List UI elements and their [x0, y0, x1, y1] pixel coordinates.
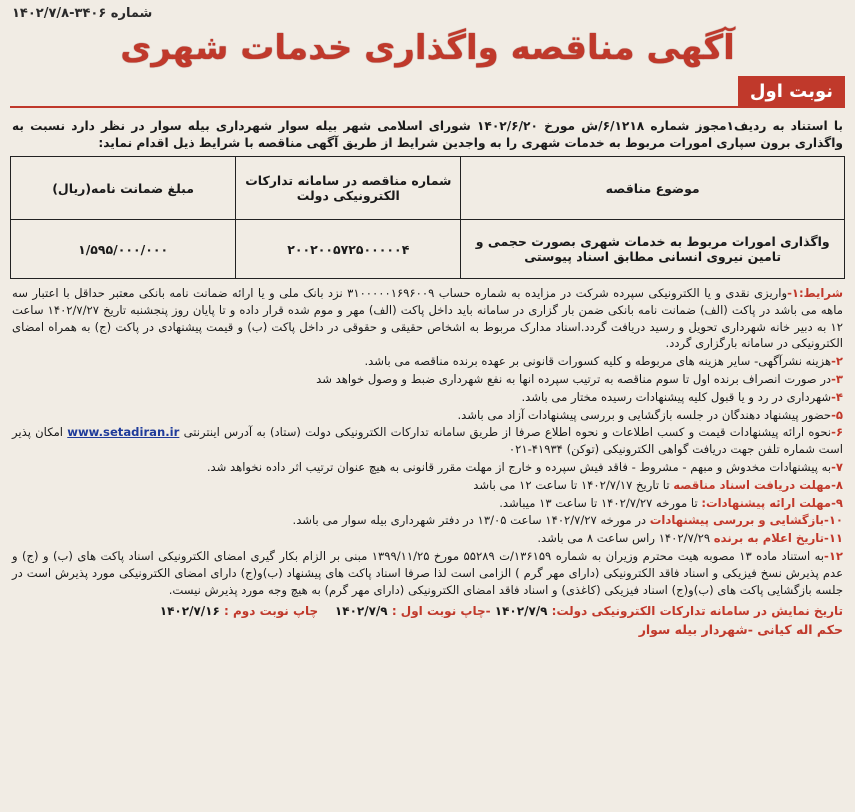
cell-subject: واگذاری امورات مربوط به خدمات شهری بصورت حجمی و تامین نیروی انسانی مطابق اسناد پیوستی [461, 220, 845, 279]
condition-11-text: ۱۴۰۲/۷/۲۹ راس ساعت ۸ می باشد. [537, 531, 711, 546]
condition-7 [12, 459, 843, 476]
condition-12 [12, 548, 843, 598]
setadiran-link[interactable]: www.setadiran.ir [67, 425, 180, 440]
intro-paragraph: با استناد به ردیف‌۱مجوز شماره ۶/۱۲۱۸/ش مورخ ۱۴۰۲/۶/۲۰ شورای اسلامی شهر بیله سوار شهرداری بیله سوار در نظر دارد نسبت به واگذاری برون سپاری امورات مربوط به خدمات شهری را به واجدین شرایط از طریق آگهی مناقصه با شرایط ذیل اقدام نماید: [12, 119, 844, 150]
condition-3 [12, 371, 843, 388]
tender-table [10, 156, 845, 279]
condition-7-label: ۷- [831, 459, 843, 474]
condition-2-text: هزینه نشرآگهی- سایر هزینه های مربوطه و کلیه کسورات قانونی بر عهده برنده مناقصه می باشد. [364, 354, 832, 369]
condition-9-text: تا مورخه ۱۴۰۲/۷/۲۷ تا ساعت ۱۳ میباشد. [499, 495, 698, 510]
condition-2-label: ۲- [831, 354, 843, 369]
first-print-label: -چاپ نوبت اول : [391, 604, 491, 619]
table-header-guarantee: مبلغ ضمانت نامه(ریال) [11, 157, 236, 220]
condition-4-text: شهرداری در رد و یا قبول کلیه پیشنهادات رسیده مختار می باشد. [521, 389, 832, 404]
condition-2 [12, 353, 843, 370]
display-date: ۱۴۰۲/۷/۹ [494, 604, 548, 619]
second-print-label: چاپ نوبت دوم : [224, 604, 319, 619]
table-header-row [11, 157, 845, 220]
notice-number: شماره ۳۴۰۶-۱۴۰۲/۷/۸ [12, 6, 153, 21]
condition-6-label: ۶- [831, 425, 844, 440]
condition-6-tail: امکان پذیر است شماره تلفن جهت دریافت گواهی الکترونیکی (توکن) ۴۱۹۳۴-۰۲۱ [12, 425, 843, 457]
condition-1 [12, 285, 843, 352]
divider [10, 106, 845, 108]
condition-8-label: ۸-مهلت دریافت اسناد مناقصه [673, 477, 843, 492]
notice-title: آگهی مناقصه واگذاری خدمات شهری [120, 28, 735, 68]
condition-10 [12, 512, 843, 529]
condition-8 [12, 477, 843, 494]
condition-9-label: ۹-مهلت ارائه پیشنهادات: [701, 495, 843, 510]
condition-6-text: نحوه ارائه پیشنهادات قیمت و کسب اطلاعات و نحوه اطلاع صرفا از طریق سامانه تدارکات الکترونیکی دولت (ستاد) به آدرس اینترنتی [183, 425, 832, 440]
condition-6 [12, 424, 843, 458]
round-badge: نوبت اول [738, 76, 845, 108]
condition-4 [12, 389, 843, 406]
display-date-label: تاریخ نمایش در سامانه تدارکات الکترونیکی دولت: [551, 604, 843, 619]
cell-guarantee: ۱/۵۹۵/۰۰۰/۰۰۰ [11, 220, 236, 279]
condition-4-label: ۴- [831, 389, 843, 404]
cell-tender-number: ۲۰۰۲۰۰۵۷۲۵۰۰۰۰۰۴ [236, 220, 461, 279]
condition-10-label: ۱۰-بازگشایی و بررسی پیشنهادات [649, 513, 843, 528]
table-header-tender-number: شماره مناقصه در سامانه تدارکات الکترونیکی دولت [236, 157, 461, 220]
condition-9 [12, 495, 843, 512]
signature: حکم اله کیانی -شهردار بیله سوار [638, 622, 843, 638]
condition-3-label: ۳- [831, 371, 843, 386]
condition-5-label: ۵- [831, 407, 843, 422]
condition-1-text: واریزی نقدی و یا الکترونیکی سپرده شرکت در مزایده به شماره حساب ۳۱۰۰۰۰۰۱۶۹۶۰۰۹ نزد بانک ملی و یا ارائه ضمانت نامه بانکی معتبر حداقل با اعتبار سه ماهه می باشد در پاکت (الف) ضمانت نامه بانکی ضمن بار گزاری در سامانه باید داخل پاکت (الف) مهر و موم شده قرار داده و تا پایان روز پنجشنبه تاریخ ۱۴۰۲/۷/۲۷ ساعت ۱۲ به دبیر خانه شهرداری تحویل و رسید دریافت گردد.اسناد مدارک مربوط به اشخاص حقیقی و حقوقی در داخل پاکت (ب) و قیمت پیشنهادی در پاکت (ج) به همراه امضای الکترونیکی در سامانه بارگزاری گردد. [12, 286, 843, 351]
condition-11-label: ۱۱-تاریخ اعلام به برنده [713, 531, 843, 546]
condition-5 [12, 407, 843, 424]
condition-11 [12, 530, 843, 547]
condition-12-text: به استناد ماده ۱۳ مصوبه هیت محترم وزیران به شماره ۱۳۶۱۵۹/ت ۵۵۲۸۹ مورخ ۱۳۹۹/۱۱/۲۵ مبنی بر الزام بکار گیری امضای الکترونیکی اسناد پاکت های (ب) و (ج) و عدم پذیرش نسخ فیزیکی و اسناد فاقد الکترونیکی (دارای مهر گرم ) الزامی است لذا صرفا اسناد پاکت های پیشنهاد (ب)و(ج) دارای امضای الکترونیکی مورد پذیرش است در جلسه بازگشایی پاکت های (ب)و(ج) اسناد فیزیکی (کاغذی) و اسناد فاقد امضای الکترونیکی (دارای مهر گرم) به هیچ وجه مورد پذیرش نیست. [12, 548, 843, 597]
publication-dates [12, 602, 843, 620]
second-print-date: ۱۴۰۲/۷/۱۶ [159, 604, 220, 619]
condition-7-text: به پیشنهادات مخدوش و مبهم - مشروط - فاقد فیش سپرده و خارج از مهلت مقرر قانونی به هیچ عنوان ترتیب اثر داده نخواهد شد. [206, 459, 832, 474]
condition-10-text: در مورخه ۱۴۰۲/۷/۲۷ ساعت ۱۳/۰۵ در دفتر شهرداری بیله سوار می باشد. [292, 513, 647, 528]
badge-row [10, 76, 845, 110]
condition-3-text: در صورت انصراف برنده اول تا سوم مناقصه به ترتیب سپرده انها به نفع شهرداری ضبط و وصول خواهد شد [316, 371, 832, 386]
condition-8-text: تا تاریخ ۱۴۰۲/۷/۱۷ تا ساعت ۱۲ می باشد [473, 477, 670, 492]
condition-12-label: ۱۲- [824, 548, 843, 563]
condition-5-text: حضور پیشنهاد دهندگان در جلسه بازگشایی و بررسی پیشنهادات آزاد می باشد. [457, 407, 832, 422]
first-print-date: ۱۴۰۲/۷/۹ [334, 604, 388, 619]
condition-1-label: شرایط:۱- [787, 286, 843, 300]
table-header-subject: موضوع مناقصه [461, 157, 845, 220]
conditions [12, 285, 843, 598]
table-row [11, 220, 845, 279]
